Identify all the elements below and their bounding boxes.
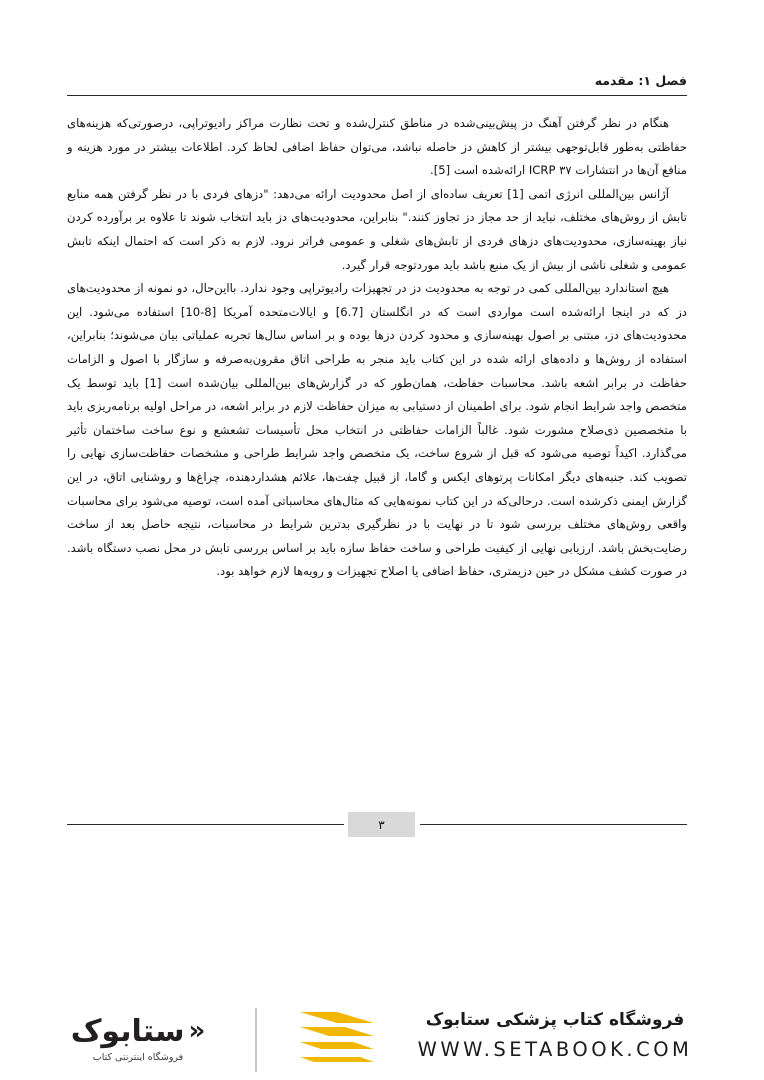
setabook-logo[interactable] [48, 1012, 228, 1070]
footer-divider-right [420, 824, 687, 825]
page-header [67, 70, 687, 89]
chevron-left-icon: « [188, 1016, 206, 1046]
brand-text-block [390, 1010, 720, 1061]
page-number: ۳ [348, 812, 415, 837]
body-text-block [67, 112, 687, 584]
brand-website-url[interactable]: WWW.SETABOOK.COM [417, 1038, 693, 1061]
header-divider [67, 95, 687, 96]
logo-wordmark: ستابوک [70, 1013, 185, 1049]
logo-subtitle: فروشگاه اینترنتی کتاب [92, 1052, 184, 1063]
paragraph-2: آژانس بین‌المللی انرژی اتمی [1] تعریف ساده‌ای از اصل محدودیت ارائه می‌دهد: "دزهای فردی با در نظر گرفتن همه منابع تابش از روش‌های مختلف، نباید از حد مجاز دز تجاوز کنند." بنابراین، محدودیت‌های دز باید انتخاب شوند تا علاوه بر برآورده کردن نیاز بهینه‌سازی، محدودیت‌های دزهای فردی از تابش‌های شغلی و عمومی فراتر نرود. لازم به ذکر است که احتمال اینکه تابش عمومی و شغلی ناشی از بیش از یک منبع باشد باید موردتوجه قرار گیرد. [67, 186, 687, 272]
banner-divider [255, 1008, 257, 1072]
brand-name-fa: فروشگاه کتاب پزشکی ستابوک [425, 1010, 685, 1030]
footer-divider-left [67, 824, 344, 825]
logo-wordmark-row [48, 1012, 228, 1050]
paragraph-3: هیچ استاندارد بین‌المللی کمی در توجه به محدودیت دز در تجهیزات رادیوتراپی وجود ندارد. بااین‌حال، دو نمونه از محدودیت‌های دز که در اینجا ارائه‌شده است مواردی است که در انگلستان [6.7] و ایالات‌متحده آمریکا [8-10] استفاده می‌شود. این محدودیت‌های دز، مبتنی بر اصول بهینه‌سازی و محدود کردن دزها بوده و بر اساس سال‌ها تجربه عملیاتی بیان می‌شوند؛ بنابراین، استفاده از روش‌ها و داده‌های ارائه شده در این کتاب باید منجر به طراحی اتاق مقرون‌به‌صرفه و سازگار با اصول و الزامات حفاظت در برابر اشعه باشد. محاسبات حفاظت، همان‌طور که در گزارش‌های بین‌المللی بیان‌شده است [1] باید توسط یک متخصص واجد شرایط انجام شود. برای اطمینان از دستیابی به میزان حفاظت لازم در برابر اشعه، در مراحل اولیه برنامه‌ریزی باید با متخصصین ذی‌صلاح مشورت شود. غالباً الزامات حفاظتی در انتخاب محل تأسیسات تشعشع و نوع ساخت ساختمان تأثیر می‌گذارد. اکیداً توصیه می‌شود که قبل از شروع ساخت، یک متخصص واجد شرایط طراحی و مشخصات حفاظت‌سازی نهایی را تصویب کند. جنبه‌های دیگر امکانات پرتوهای ایکس و گاما، از قبیل چفت‌ها، علائم هشداردهنده، چراغ‌ها و روشنایی اتاق، در این گزارش ایمنی ذکرشده است. درحالی‌که در این کتاب نمونه‌هایی که مثال‌های محاسباتی آمده است، توصیه می‌شود برای محاسبات واقعی روش‌های مختلف بررسی شود تا در نهایت با در نظرگیری بدترین شرایط در محاسبات، نتیجه حاصل بعد از ساخت رضایت‌بخش باشد. ارزیابی نهایی از کیفیت طراحی و ساخت حفاظ سازه باید بر اساس بررسی تابش در محل نصب دستگاه باشد. در صورت کشف مشکل در حین دزیمتری، حفاظ اضافی یا اصلاح تجهیزات و رویه‌ها لازم خواهد بود. [67, 281, 687, 579]
setabook-chevron-mark-icon [300, 1012, 374, 1068]
paragraph-1: هنگام در نظر گرفتن آهنگ دز پیش‌بینی‌شده در مناطق کنترل‌شده و تحت نظارت مراکز رادیوتراپی، درصورتی‌که هزینه‌های حفاظتی به‌طور قابل‌توجهی بیشتر از کاهش دز حاصله نباشد، می‌توان حفاظ اضافی لحاظ کرد. اطلاعات بیشتر در مورد هزینه و منافع آن‌ها در انتشارات ICRP ۳۷ ارائه‌شده است [5]. [67, 116, 687, 178]
chapter-title: فصل ۱: مقدمه [594, 73, 687, 88]
